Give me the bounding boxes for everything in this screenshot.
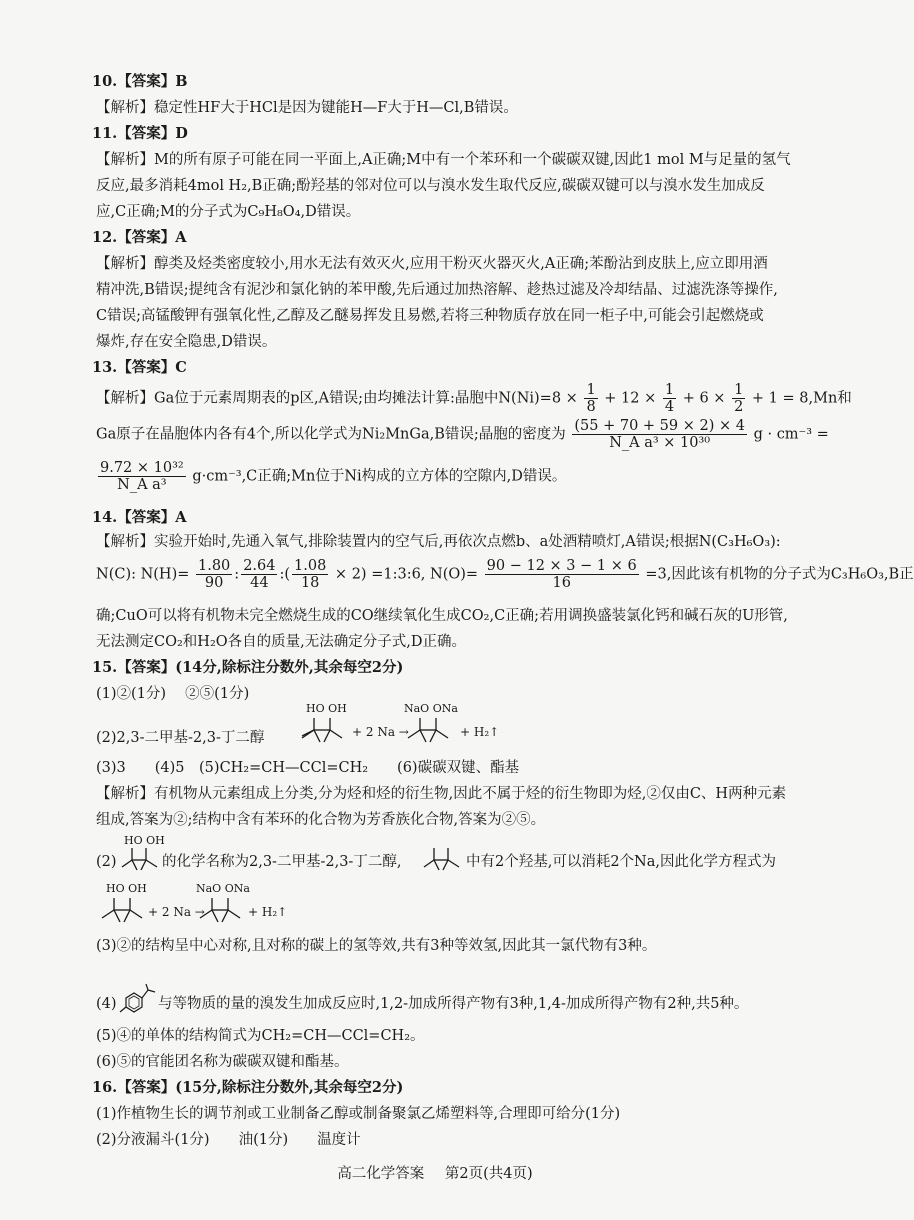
numerator: 1.08 [294,558,327,574]
q15-answer-1: (1)②(1分) ②⑤(1分) [96,686,250,702]
q14-text-a: N(C): N(H)= [96,566,190,583]
q15-answer-3: (3)3 (4)5 (5)CH₂=CH—CCl=CH₂ (6)碳碳双键、酯基 [96,760,520,776]
ratio-colon-paren: :( [279,566,291,583]
q15-explanation-3-label: (2) [96,854,117,870]
q14-answer: 14.【答案】A [92,509,187,526]
q13-text-f: g · cm⁻³ = [753,426,829,443]
q14-text-b: =1:3:6, N(O)= [371,566,479,583]
fraction-1-2 [732,382,745,415]
reagent-na: + 2 Na → [148,905,205,919]
q13-text-c: + 6 × [682,390,726,407]
q11-explanation-3: 应,C正确;M的分子式为C₉H₈O₄,D错误。 [96,204,361,220]
q15-explanation-2: 组成,答案为②;结构中含有苯环的化合物为芳香族化合物,答案为②⑤。 [96,812,546,828]
disodium-structure [404,702,458,746]
fraction-density [572,418,747,451]
footer-page-number: 第2页(共4页) [444,1166,533,1182]
reagent-na: + 2 Na → [352,725,409,739]
fraction-o [485,558,639,591]
q14-text-c: =3,因此该有机物的分子式为C₃H₆O₃,B正 [645,566,914,583]
q13-answer: 13.【答案】C [92,359,187,376]
sodium-alkoxide-label: NaO ONa [196,882,250,895]
fraction-h [292,558,328,591]
q13-text-g: g·cm⁻³,C正确;Mn位于Ni构成的立方体的空隙内,D错误。 [192,468,567,485]
denominator: 2 [734,399,744,415]
q13-text-b: + 12 × [604,390,657,407]
footer-subject: 高二化学答案 [337,1166,425,1182]
fraction-c [196,558,232,591]
q15-explanation-5-label: (4) [96,996,117,1012]
diol-structure [300,702,346,746]
numerator: 9.72 × 10³² [100,460,184,476]
denominator: N_A a³ [117,477,167,493]
q16-answer-2: (2)分液漏斗(1分) 油(1分) 温度计 [96,1132,361,1148]
times-two: × 2 [330,566,361,583]
diol-skeleton-icon [422,834,462,874]
fraction-density-result [98,460,186,493]
product-h2: + H₂↑ [460,725,500,739]
benzene-ring-icon [118,982,158,1018]
page-footer [0,1162,870,1183]
equation-disodium [196,882,250,926]
equation-diol [100,882,147,926]
numerator: 1.80 [198,558,231,574]
aromatic-ketone-structure [118,982,158,1018]
numerator: 1 [586,382,596,398]
numerator: 1 [664,382,675,398]
q15-explanation-7: (6)⑤的官能团名称为碳碳双键和酯基。 [96,1054,349,1070]
sodium-alkoxide-label: NaO ONa [404,702,458,715]
q10-explanation: 【解析】稳定性HF大于HCl是因为键能H—F大于H—Cl,B错误。 [96,100,518,116]
q16-answer: 16.【答案】(15分,除标注分数外,其余每空2分) [92,1079,404,1096]
q13-explanation-1 [96,382,852,415]
q10-answer: 10.【答案】B [92,73,188,90]
q15-explanation-1: 【解析】有机物从元素组成上分类,分为烃和烃的衍生物,因此不属于烃的衍生物即为烃,②仅由C、H两种元素 [96,786,787,802]
q15-explanation-6: (5)④的单体的结构简式为CH₂=CH—CCl=CH₂。 [96,1028,425,1044]
hydroxyl-label: HO OH [306,702,347,715]
q15-explanation-3-mid: 的化学名称为2,3-二甲基-2,3-丁二醇, [162,854,402,870]
fraction-1-8 [584,382,597,415]
numerator: 90 − 12 × 3 − 1 × 6 [486,558,637,574]
q11-answer: 11.【答案】D [92,125,188,142]
denominator: 8 [586,399,596,415]
close-paren: ) [360,566,367,583]
q11-explanation-1: 【解析】M的所有原子可能在同一平面上,A正确;M中有一个苯环和一个碳碳双键,因此1 mol M与足量的氢气 [96,152,791,168]
q15-explanation-5: 与等物质的量的溴发生加成反应时,1,2-加成所得产物有3种,1,4-加成所得产物有2种,共5种。 [158,996,749,1012]
diol-inline-structure-2 [422,834,462,874]
fraction-1-4 [663,382,676,415]
q12-explanation-1: 【解析】醇类及烃类密度较小,用水无法有效灭火,应用干粉灭火器灭火,A正确;苯酚沾到皮肤上,应立即用酒 [96,256,768,272]
denominator: 90 [204,575,224,591]
denominator: N_A a³ × 10³⁰ [609,435,711,451]
ratio-colon: : [234,566,240,583]
q14-explanation-4: 无法测定CO₂和H₂O各自的质量,无法确定分子式,D正确。 [96,634,466,650]
fraction-h-source [241,558,277,591]
q15-answer-2: (2)2,3-二甲基-2,3-丁二醇 [96,730,265,746]
q12-explanation-3: C错误;高锰酸钾有强氧化性,乙醇及乙醚易挥发且易燃,若将三种物质存放在同一柜子中,可能会引起燃烧或 [96,308,764,324]
q13-explanation-3 [96,460,566,493]
q13-text-a: 【解析】Ga位于元素周期表的p区,A错误;由均摊法计算:晶胞中N(Ni)=8 × [96,390,578,407]
q12-explanation-4: 爆炸,存在安全隐患,D错误。 [96,334,277,350]
q13-text-e: Ga原子在晶胞体内各有4个,所以化学式为Ni₂MnGa,B错误;晶胞的密度为 [96,426,566,443]
q14-explanation-1: 【解析】实验开始时,先通入氧气,排除装置内的空气后,再依次点燃b、a处酒精喷灯,A错误;根据N(C₃H₆O₃): [96,534,781,550]
q12-answer: 12.【答案】A [92,229,187,246]
product-h2: + H₂↑ [248,905,288,919]
denominator: 16 [552,575,571,591]
hydroxyl-label: HO OH [124,834,165,847]
q16-answer-1: (1)作植物生长的调节剂或工业制备乙醇或制备聚氯乙烯塑料等,合理即可给分(1分) [96,1106,621,1122]
q14-explanation-2 [96,558,914,591]
q11-explanation-2: 反应,最多消耗4mol H₂,B正确;酚羟基的邻对位可以与溴水发生取代反应,碳碳双键可以与溴水发生加成反 [96,178,765,194]
q13-explanation-2 [96,418,829,451]
q15-explanation-3-end: 中有2个羟基,可以消耗2个Na,因此化学方程式为 [466,854,776,870]
denominator: 18 [300,575,320,591]
q15-answer: 15.【答案】(14分,除标注分数外,其余每空2分) [92,659,404,676]
numerator: 2.64 [243,558,276,574]
hydroxyl-label: HO OH [106,882,147,895]
numerator: (55 + 70 + 59 × 2) × 4 [574,418,745,434]
numerator: 1 [734,382,744,398]
q12-explanation-2: 精冲洗,B错误;提纯含有泥沙和氯化钠的苯甲酸,先后通过加热溶解、趁热过滤及冷却结晶、过滤洗涤等操作, [96,282,778,298]
q13-text-d: + 1 = 8,Mn和 [751,390,852,407]
denominator: 4 [664,399,675,415]
q14-explanation-3: 确;CuO可以将有机物未完全燃烧生成的CO继续氧化生成CO₂,C正确;若用调换盛装氯化钙和碱石灰的U形管, [96,608,788,624]
q15-explanation-4: (3)②的结构呈中心对称,且对称的碳上的氢等效,共有3种等效氢,因此其一氯代物有3种。 [96,938,657,954]
denominator: 44 [250,575,269,591]
diol-inline-structure [120,834,165,874]
